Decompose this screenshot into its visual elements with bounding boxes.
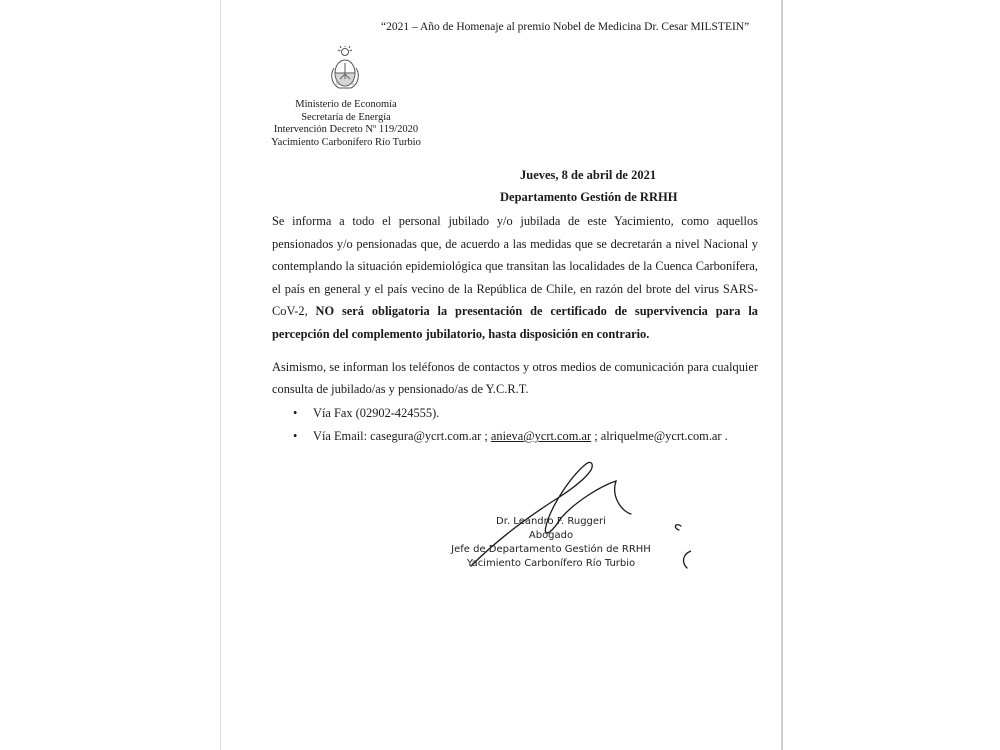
header-motto: “2021 – Año de Homenaje al premio Nobel de Medicina Dr. Cesar MILSTEIN”	[381, 21, 750, 33]
paragraph-2-text: Asimismo, se informan los teléfonos de contactos y otros medios de comunicación para cualquier consulta de jubilado/as y pensionado/as de Y.C.R.T.	[272, 360, 758, 396]
signer-company: Yacimiento Carbonífero Río Turbio	[466, 558, 636, 569]
contact-fax	[291, 402, 728, 425]
paragraph-1-bold-notice: NO será obligatoria la presentación de certificado de supervivencia para la percepción del complemento jubilatorio, hasta disposición en contrario.	[272, 304, 758, 341]
signer-title: Abogado	[528, 530, 574, 541]
org-line-decree: Intervención Decreto Nº 119/2020	[273, 124, 419, 135]
contact-email-prefix: Vía Email: casegura@ycrt.com.ar ;	[313, 429, 491, 443]
paragraph-2	[272, 356, 758, 400]
contact-email	[291, 425, 728, 448]
contact-list	[291, 402, 728, 448]
org-line-secretariat: Secretaría de Energía	[301, 111, 391, 123]
signer-name: Dr. Leandro F. Ruggeri	[496, 516, 606, 527]
contact-email-suffix: ; alriquelme@ycrt.com.ar .	[591, 429, 728, 443]
page-edge-divider	[781, 0, 783, 750]
document-page	[221, 0, 781, 750]
signer-position: Jefe de Departamento Gestión de RRHH	[451, 544, 651, 555]
letter-date: Jueves, 8 de abril de 2021	[520, 168, 657, 182]
organization-block	[251, 99, 441, 149]
email-link-anieva[interactable]: anieva@ycrt.com.ar	[490, 429, 592, 443]
paragraph-1-text: Se informa a todo el personal jubilado y/o jubilada de este Yacimiento, como aquellos pensionados y/o pensionadas que, de acuerdo a las medidas que se decretarán a nivel Nacional y contemplando la situación epidemiológica que transitan las localidades de la Cuenca Carbonífera, el país en general y el país vecino de la República de Chile, en razón del brote del virus SARS-CoV-2,	[272, 214, 758, 319]
coat-of-arms-seal-icon	[329, 46, 361, 94]
letter-department: Departamento Gestión de RRHH	[500, 190, 678, 204]
paragraph-1	[272, 210, 758, 346]
org-line-ministry: Ministerio de Economía	[295, 99, 397, 110]
contact-fax-text: Vía Fax (02902-424555).	[313, 406, 440, 420]
signature-block	[451, 515, 651, 571]
org-line-company: Yacimiento Carbonífero Río Turbio	[271, 136, 421, 148]
